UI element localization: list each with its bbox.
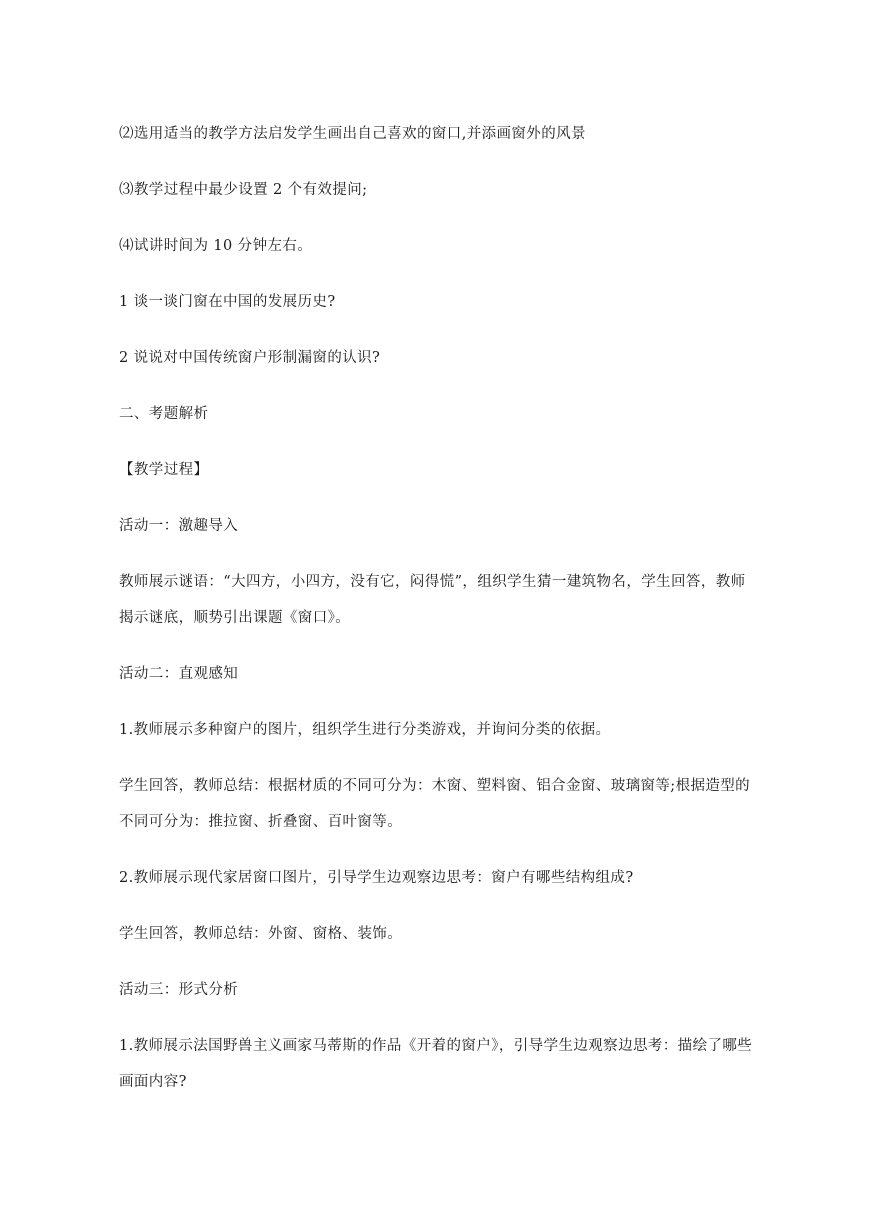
activity-1-body: 教师展示谜语：“大四方，小四方，没有它，闷得慌”，组织学生猜一建筑物名，学生回答，教师揭示谜底，顺势引出课题《窗口》。 bbox=[119, 574, 746, 626]
activity-3-step-1: 1.教师展示法国野兽主义画家马蒂斯的作品《开着的窗户》，引导学生边观察边思考：描绘了哪些画面内容? bbox=[119, 1038, 753, 1090]
requirement-3: ⑶教学过程中最少设置 2 个有效提问; bbox=[119, 182, 368, 198]
activity-1-heading: 活动一：激趣导入 bbox=[119, 518, 239, 534]
section-heading: 二、考题解析 bbox=[119, 406, 209, 422]
activity-2-step-2: 2.教师展示现代家居窗口图片，引导学生边观察边思考：窗户有哪些结构组成? bbox=[119, 870, 634, 886]
teaching-process-heading: 【教学过程】 bbox=[119, 462, 209, 478]
requirement-4: ⑷试讲时间为 10 分钟左右。 bbox=[119, 238, 313, 254]
activity-2-heading: 活动二：直观感知 bbox=[119, 666, 239, 682]
activity-2-step-1: 1.教师展示多种窗户的图片，组织学生进行分类游戏，并询问分类的依据。 bbox=[119, 722, 611, 738]
activity-2-summary-2: 学生回答，教师总结：外窗、窗格、装饰。 bbox=[119, 926, 403, 942]
question-2: 2 说说对中国传统窗户形制漏窗的认识? bbox=[119, 350, 381, 366]
activity-3-heading: 活动三：形式分析 bbox=[119, 982, 239, 998]
document-body bbox=[119, 116, 759, 1100]
activity-2-summary-1: 学生回答，教师总结：根据材质的不同可分为：木窗、塑料窗、铝合金窗、玻璃窗等;根据造型的不同可分为：推拉窗、折叠窗、百叶窗等。 bbox=[119, 778, 751, 830]
question-1: 1 谈一谈门窗在中国的发展历史? bbox=[119, 294, 336, 310]
requirement-2: ⑵选用适当的教学方法启发学生画出自己喜欢的窗口,并添画窗外的风景 bbox=[119, 126, 586, 142]
